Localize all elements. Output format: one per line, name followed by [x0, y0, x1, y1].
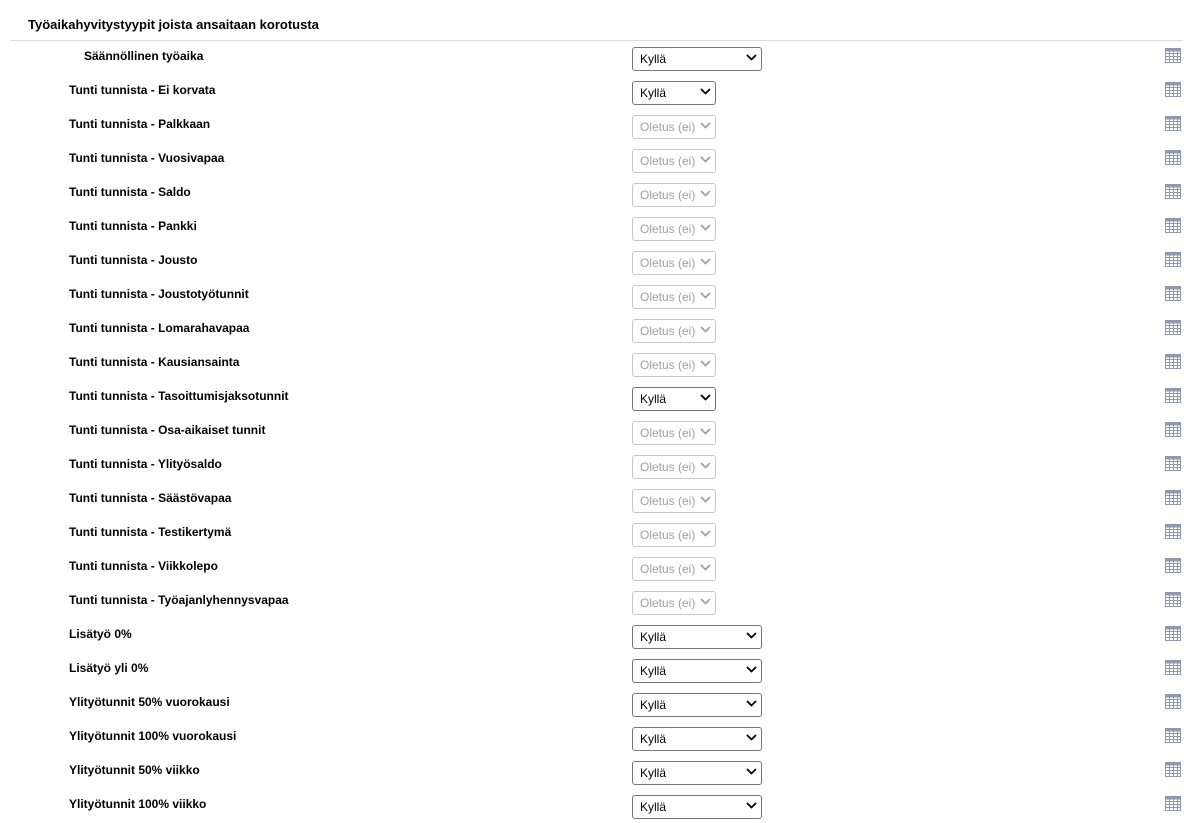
value-select[interactable] — [632, 387, 716, 411]
settings-row — [0, 381, 1190, 415]
select-value: Kyllä — [640, 732, 667, 746]
chevron-down-icon — [746, 54, 757, 62]
value-select — [632, 149, 716, 173]
chevron-down-icon — [700, 530, 711, 538]
select-value: Oletus (ei) — [640, 596, 696, 610]
row-label: Tunti tunnista - Osa-aikaiset tunnit — [69, 423, 266, 437]
value-select[interactable] — [632, 625, 762, 649]
value-select[interactable] — [632, 761, 762, 785]
settings-list — [0, 41, 1190, 823]
value-select[interactable] — [632, 47, 762, 71]
select-value: Oletus (ei) — [640, 222, 696, 236]
select-value: Kyllä — [640, 698, 667, 712]
row-label: Tunti tunnista - Jousto — [69, 253, 198, 267]
calendar-icon[interactable] — [1165, 320, 1181, 335]
chevron-down-icon — [746, 632, 757, 640]
chevron-down-icon — [700, 190, 711, 198]
calendar-icon[interactable] — [1165, 524, 1181, 539]
calendar-icon[interactable] — [1165, 762, 1181, 777]
value-select — [632, 557, 716, 581]
row-label: Tunti tunnista - Kausiansainta — [69, 355, 240, 369]
settings-row — [0, 619, 1190, 653]
value-select — [632, 523, 716, 547]
row-label: Säännöllinen työaika — [84, 49, 204, 63]
settings-row — [0, 143, 1190, 177]
row-label: Tunti tunnista - Saldo — [69, 185, 191, 199]
calendar-icon[interactable] — [1165, 252, 1181, 267]
calendar-icon[interactable] — [1165, 422, 1181, 437]
chevron-down-icon — [700, 598, 711, 606]
select-value: Oletus (ei) — [640, 494, 696, 508]
select-value: Oletus (ei) — [640, 256, 696, 270]
settings-row — [0, 687, 1190, 721]
calendar-icon[interactable] — [1165, 660, 1181, 675]
calendar-icon[interactable] — [1165, 592, 1181, 607]
settings-row — [0, 449, 1190, 483]
calendar-icon[interactable] — [1165, 728, 1181, 743]
chevron-down-icon — [700, 462, 711, 470]
value-select — [632, 489, 716, 513]
chevron-down-icon — [700, 292, 711, 300]
settings-row — [0, 551, 1190, 585]
select-value: Kyllä — [640, 630, 667, 644]
calendar-icon[interactable] — [1165, 286, 1181, 301]
chevron-down-icon — [746, 734, 757, 742]
row-label: Tunti tunnista - Palkkaan — [69, 117, 211, 131]
select-value: Kyllä — [640, 766, 667, 780]
section-title: Työaikahyvitystyypit joista ansaitaan korotusta — [28, 17, 319, 32]
row-label: Tunti tunnista - Säästövapaa — [69, 491, 232, 505]
calendar-icon[interactable] — [1165, 48, 1181, 63]
chevron-down-icon — [700, 224, 711, 232]
select-value: Oletus (ei) — [640, 120, 696, 134]
select-value: Oletus (ei) — [640, 324, 696, 338]
select-value: Oletus (ei) — [640, 188, 696, 202]
settings-row — [0, 721, 1190, 755]
chevron-down-icon — [700, 360, 711, 368]
select-value: Kyllä — [640, 392, 667, 406]
settings-row — [0, 109, 1190, 143]
settings-row — [0, 211, 1190, 245]
chevron-down-icon — [700, 564, 711, 572]
value-select — [632, 285, 716, 309]
chevron-down-icon — [700, 394, 711, 402]
select-value: Oletus (ei) — [640, 460, 696, 474]
select-value: Kyllä — [640, 664, 667, 678]
settings-row — [0, 313, 1190, 347]
chevron-down-icon — [746, 700, 757, 708]
value-select[interactable] — [632, 659, 762, 683]
row-label: Ylityötunnit 100% vuorokausi — [69, 729, 237, 743]
select-value: Oletus (ei) — [640, 562, 696, 576]
chevron-down-icon — [700, 326, 711, 334]
settings-row — [0, 245, 1190, 279]
calendar-icon[interactable] — [1165, 184, 1181, 199]
chevron-down-icon — [746, 802, 757, 810]
calendar-icon[interactable] — [1165, 694, 1181, 709]
chevron-down-icon — [700, 428, 711, 436]
value-select — [632, 353, 716, 377]
select-value: Oletus (ei) — [640, 154, 696, 168]
settings-row — [0, 755, 1190, 789]
row-label: Tunti tunnista - Testikertymä — [69, 525, 232, 539]
value-select — [632, 251, 716, 275]
value-select — [632, 115, 716, 139]
value-select — [632, 217, 716, 241]
value-select — [632, 319, 716, 343]
select-value: Kyllä — [640, 86, 667, 100]
row-label: Tunti tunnista - Lomarahavapaa — [69, 321, 250, 335]
value-select[interactable] — [632, 81, 716, 105]
chevron-down-icon — [700, 122, 711, 130]
settings-row — [0, 75, 1190, 109]
value-select[interactable] — [632, 727, 762, 751]
row-label: Tunti tunnista - Viikkolepo — [69, 559, 218, 573]
chevron-down-icon — [746, 666, 757, 674]
value-select — [632, 591, 716, 615]
calendar-icon[interactable] — [1165, 388, 1181, 403]
chevron-down-icon — [700, 496, 711, 504]
calendar-icon[interactable] — [1165, 116, 1181, 131]
row-label: Tunti tunnista - Tasoittumisjaksotunnit — [69, 389, 289, 403]
row-label: Tunti tunnista - Pankki — [69, 219, 197, 233]
calendar-icon[interactable] — [1165, 626, 1181, 641]
row-label: Lisätyö yli 0% — [69, 661, 149, 675]
settings-row — [0, 177, 1190, 211]
settings-row — [0, 483, 1190, 517]
row-label: Ylityötunnit 50% viikko — [69, 763, 200, 777]
select-value: Oletus (ei) — [640, 528, 696, 542]
row-label: Ylityötunnit 50% vuorokausi — [69, 695, 230, 709]
select-value: Kyllä — [640, 52, 667, 66]
calendar-icon[interactable] — [1165, 490, 1181, 505]
settings-row — [0, 585, 1190, 619]
select-value: Oletus (ei) — [640, 426, 696, 440]
select-value: Oletus (ei) — [640, 358, 696, 372]
settings-row — [0, 653, 1190, 687]
value-select[interactable] — [632, 693, 762, 717]
row-label: Tunti tunnista - Ylityösaldo — [69, 457, 222, 471]
calendar-icon[interactable] — [1165, 218, 1181, 233]
calendar-icon[interactable] — [1165, 354, 1181, 369]
chevron-down-icon — [700, 258, 711, 266]
value-select — [632, 455, 716, 479]
chevron-down-icon — [700, 156, 711, 164]
section-header — [10, 0, 1183, 41]
chevron-down-icon — [746, 768, 757, 776]
settings-row — [0, 41, 1190, 75]
value-select — [632, 421, 716, 445]
settings-row — [0, 347, 1190, 381]
select-value: Oletus (ei) — [640, 290, 696, 304]
calendar-icon[interactable] — [1165, 82, 1181, 97]
settings-row — [0, 415, 1190, 449]
row-label: Tunti tunnista - Vuosivapaa — [69, 151, 225, 165]
row-label: Lisätyö 0% — [69, 627, 132, 641]
chevron-down-icon — [700, 88, 711, 96]
value-select — [632, 183, 716, 207]
settings-row — [0, 279, 1190, 313]
row-label: Tunti tunnista - Joustotyötunnit — [69, 287, 249, 301]
settings-row — [0, 517, 1190, 551]
calendar-icon[interactable] — [1165, 456, 1181, 471]
value-select[interactable] — [632, 795, 762, 819]
select-value: Kyllä — [640, 800, 667, 814]
row-label: Ylityötunnit 100% viikko — [69, 797, 207, 811]
calendar-icon[interactable] — [1165, 558, 1181, 573]
calendar-icon[interactable] — [1165, 796, 1181, 811]
row-label: Tunti tunnista - Työajanlyhennysvapaa — [69, 593, 289, 607]
row-label: Tunti tunnista - Ei korvata — [69, 83, 216, 97]
calendar-icon[interactable] — [1165, 150, 1181, 165]
settings-row — [0, 789, 1190, 823]
